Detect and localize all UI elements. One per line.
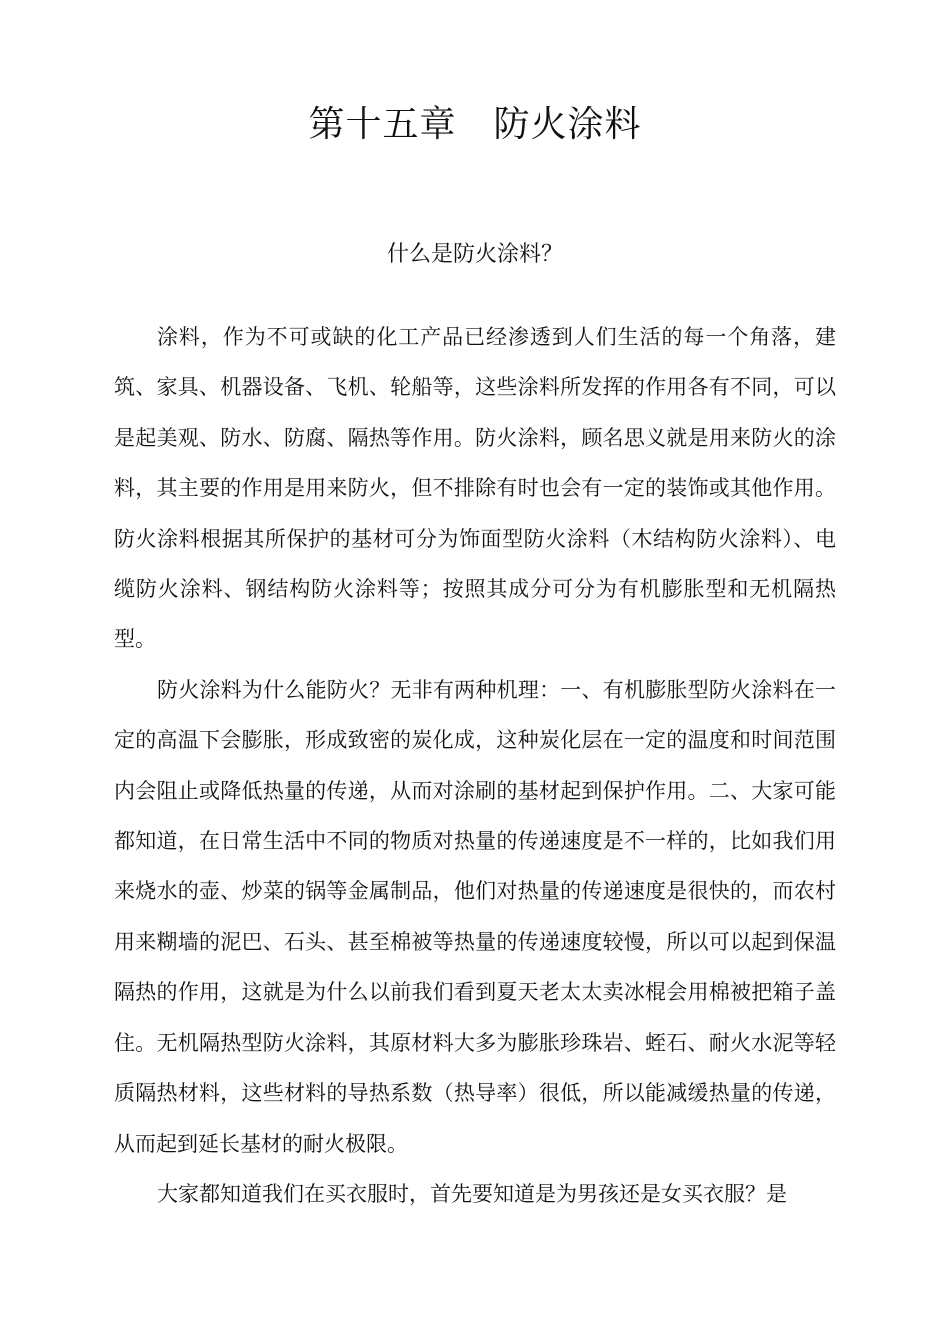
paragraph-clothing: 大家都知道我们在买衣服时，首先要知道是为男孩还是女买衣服？是 bbox=[157, 1181, 787, 1206]
body-text bbox=[114, 312, 836, 1219]
section-title: 什么是防火涂料？ bbox=[386, 242, 563, 267]
paragraph-mechanism: 防火涂料为什么能防火？无非有两种机理：一、有机膨胀型防火涂料在一定的高温下会膨胀，形成致密的炭化成，这种炭化层在一定的温度和时间范围内会阻止或降低热量的传递，从而对涂刷的基材起到保护作用。二、大家可能都知道，在日常生活中不同的物质对热量的传递速度是不一样的，比如我们用来烧水的壶、炒菜的锅等金属制品，他们对热量的传递速度是很快的，而农村用来糊墙的泥巴、石头、甚至棉被等热量的传递速度较慢，所以可以起到保温隔热的作用，这就是为什么以前我们看到夏天老太太卖冰棍会用棉被把箱子盖住。无机隔热型防火涂料，其原材料大多为膨胀珍珠岩、蛭石、耐火水泥等轻质隔热材料，这些材料的导热系数（热导率）很低，所以能减缓热量的传递，从而起到延长基材的耐火极限。 bbox=[114, 677, 836, 1156]
chapter-title: 第十五章 防火涂料 bbox=[308, 104, 642, 145]
paragraph-intro: 涂料，作为不可或缺的化工产品已经渗透到人们生活的每一个角落，建筑、家具、机器设备、飞机、轮船等，这些涂料所发挥的作用各有不同，可以是起美观、防水、防腐、隔热等作用。防火涂料，顾名思义就是用来防火的涂料，其主要的作用是用来防火，但不排除有时也会有一定的装饰或其他作用。防火涂料根据其所保护的基材可分为饰面型防火涂料（木结构防火涂料）、电缆防火涂料、钢结构防火涂料等；按照其成分可分为有机膨胀型和无机隔热型。 bbox=[114, 325, 836, 652]
